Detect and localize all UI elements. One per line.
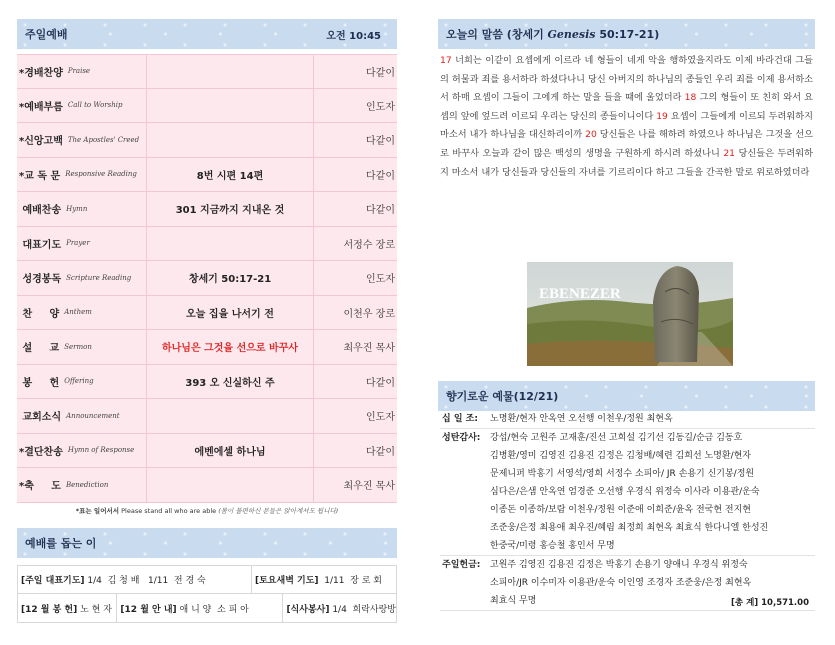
- order-item-leader: 인도자: [366, 274, 395, 286]
- order-row: [17, 261, 397, 296]
- offering-names: 김병환/영미 김영진 김용진 김정은 김청배/혜련 김희선 노명환/현자: [490, 451, 752, 461]
- order-item-name: [17, 227, 147, 261]
- order-item-english: Announcement: [66, 411, 120, 420]
- helper-label: [12 월 봉 헌]: [21, 604, 78, 615]
- verse-number: 18: [684, 92, 697, 104]
- offering-names: 조준웅/은정 최용애 최우진/혜림 최정희 최현옥 최효식 한다니엘 한성진: [490, 523, 769, 533]
- helper-usher: [117, 594, 283, 622]
- offering-names: 심다은/은샘 안옥연 엄경준 오선행 우경식 위정숙 이사라 이용관/운숙: [490, 487, 760, 497]
- helper-meal: [283, 594, 396, 622]
- order-row: [17, 123, 397, 158]
- order-row: [17, 227, 397, 262]
- order-row: [17, 434, 397, 469]
- verse-number: 21: [723, 147, 736, 159]
- helpers-table: [17, 565, 397, 623]
- order-item-leader: 다같이: [366, 170, 395, 182]
- order-row: [17, 158, 397, 193]
- order-item-korean: *신앙고백: [19, 136, 63, 148]
- order-item-name: [17, 468, 147, 502]
- order-item-english: Praise: [67, 67, 91, 76]
- helper-sunday-prayer: [18, 566, 252, 593]
- total-value: 10,571.00: [758, 598, 809, 608]
- order-item-name: [17, 399, 147, 433]
- standing-note: [17, 506, 397, 515]
- order-item-english: Hymn: [66, 204, 88, 213]
- order-item-english: Offering: [64, 377, 94, 386]
- order-item-name: [17, 330, 147, 364]
- order-item-content: [147, 468, 314, 502]
- offering-names: 소피아/JR 이수미자 이용관/운숙 이인영 조경자 조준웅/은정 최현옥: [490, 578, 752, 588]
- helpers-header: [17, 528, 397, 558]
- worship-header: [17, 19, 397, 49]
- order-item-korean: 예배찬송: [19, 205, 62, 217]
- helper-offering: [18, 594, 117, 622]
- offering-label: 주일헌금:: [442, 560, 481, 570]
- helper-label: [식사봉사]: [286, 604, 330, 615]
- offering-label: 성탄감사:: [442, 433, 481, 443]
- standing-note-italic: (몸이 불편하신 분들은 앉아계셔도 됩니다): [218, 507, 339, 515]
- verse-number: 19: [656, 110, 668, 122]
- offering-names: 고원주 김영진 김용진 김정은 박홍기 손용기 양애니 우경식 위정숙: [490, 560, 748, 570]
- order-item-english: The Apostles' Creed: [67, 135, 140, 144]
- helper-label: [토요새벽 기도]: [255, 576, 319, 586]
- order-item-english: Anthem: [64, 308, 92, 317]
- offering-total: [731, 596, 809, 608]
- order-item-content: [147, 399, 314, 433]
- order-item-leader: 다같이: [366, 136, 395, 148]
- offering-names: 문제니퍼 박홍기 서영석/영희 서정수 소피아/ JR 손용기 신기봉/정원: [490, 469, 755, 479]
- order-item-content: [147, 227, 314, 261]
- offering-names: 이종돈 이종하/보람 이천우/정원 이준애 이희준/윤옥 전국현 전지현: [490, 505, 752, 515]
- total-label: [총 계]: [731, 598, 759, 608]
- offering-row: [440, 429, 815, 556]
- order-row: [17, 89, 397, 124]
- order-item-leader: 다같이: [366, 377, 395, 389]
- order-row: [17, 192, 397, 227]
- order-item-leader: 최우진 목사: [343, 481, 395, 493]
- order-item-name: [17, 365, 147, 399]
- order-item-content: 창세기 50:17-21: [147, 261, 314, 295]
- helper-label: [12 월 안 내]: [120, 604, 177, 615]
- order-item-english: Sermon: [64, 342, 92, 351]
- order-item-name: [17, 434, 147, 468]
- worship-title: 주일예배: [25, 28, 68, 41]
- offering-names: 강섭/현숙 고원주 고재훈/진선 고희설 김기선 김동길/순금 김동호: [490, 433, 743, 443]
- offering-header: [438, 381, 815, 411]
- verse-text: 요셉이 그들에게 이르되 두려워하지 마소서 내가 하나님을 대신하리이까: [440, 110, 813, 141]
- order-item-english: Prayer: [66, 239, 90, 248]
- ebenezer-stone-picture: [527, 262, 733, 366]
- order-row: [17, 468, 397, 503]
- order-item-korean: 찬 양: [19, 308, 60, 320]
- order-row: [17, 296, 397, 331]
- order-item-leader: 이천우 장로: [343, 308, 395, 320]
- offering-list: [440, 410, 815, 611]
- order-item-english: Hymn of Response: [67, 446, 135, 455]
- helper-value: 1/4 김 청 배 1/11 전 경 숙: [84, 576, 206, 586]
- scripture-title: [446, 26, 659, 42]
- order-row: [17, 365, 397, 400]
- order-item-name: [17, 55, 147, 88]
- order-item-korean: *축 도: [19, 481, 61, 493]
- order-row: [17, 399, 397, 434]
- helpers-title: 예배를 돕는 이: [25, 537, 97, 550]
- verse-number: 20: [585, 129, 597, 141]
- offering-row: [440, 410, 815, 429]
- order-item-korean: 성경봉독: [19, 274, 62, 286]
- order-item-name: [17, 89, 147, 123]
- order-item-name: [17, 158, 147, 192]
- offering-names: 한중국/미령 홍승철 홍인서 무명: [490, 541, 615, 551]
- offering-title: 향기로운 예물(12/21): [446, 390, 559, 403]
- scripture-header: [438, 19, 815, 49]
- offering-names: 최효식 무명: [490, 596, 537, 606]
- helpers-row: [18, 566, 396, 594]
- scripture-text: [440, 52, 813, 182]
- order-item-english: Scripture Reading: [66, 273, 132, 282]
- order-row: [17, 330, 397, 365]
- order-item-name: [17, 296, 147, 330]
- offering-row: [440, 556, 815, 611]
- offering-names: 노명환/현자 안옥연 오선행 이천우/정원 최현옥: [490, 414, 673, 424]
- order-item-leader: 서정수 장로: [343, 239, 395, 251]
- order-item-english: Responsive Reading: [65, 170, 137, 179]
- order-item-content: 8번 시편 14편: [147, 158, 314, 192]
- ebenezer-image: [527, 262, 733, 366]
- order-item-korean: *경배찬양: [19, 67, 63, 79]
- order-item-english: Call to Worship: [67, 101, 123, 110]
- order-item-korean: *예배부름: [19, 101, 63, 113]
- verse-text: 당신들은 나를 해하려 하였으나 하나님은 그것을 선으로 바꾸사 오늘과 같이 많은 백성의 생명을 구원하게 하시려 하셨나니: [440, 129, 813, 159]
- order-item-korean: 봉 헌: [19, 377, 60, 389]
- scripture-title-suffix: 50:17-21): [595, 28, 660, 41]
- order-item-leader: 최우진 목사: [343, 343, 395, 355]
- order-item-content: [147, 89, 314, 123]
- standing-note-bold: *표는 일어서서: [75, 507, 120, 515]
- order-item-leader: 인도자: [366, 412, 395, 424]
- scripture-title-genesis: Genesis: [547, 28, 596, 41]
- order-item-leader: 인도자: [366, 101, 395, 113]
- order-item-content: 하나님은 그것을 선으로 바꾸사: [147, 330, 314, 364]
- helper-value: 노 현 자: [77, 604, 112, 615]
- order-item-content: [147, 123, 314, 157]
- order-item-korean: 대표기도: [19, 239, 62, 251]
- order-item-name: [17, 192, 147, 226]
- order-item-korean: 설 교: [19, 343, 60, 355]
- order-item-english: Benediction: [65, 480, 109, 489]
- helper-value: 1/4 희락사랑방: [329, 604, 396, 615]
- verse-text: 그의 형들이 또 친히 와서 요셉의 앞에 엎드려 이르되 우리는 당신의 종들이니이다: [440, 92, 813, 122]
- order-item-leader: 다같이: [366, 205, 395, 217]
- helper-value: 1/11 장 로 회: [318, 576, 382, 586]
- order-row: [17, 54, 397, 89]
- ebenezer-text: EBENEZER: [539, 286, 621, 302]
- offering-label: 십 일 조:: [442, 414, 478, 424]
- worship-time: 오전 10:45: [326, 31, 381, 42]
- order-of-worship: [17, 54, 397, 503]
- order-item-name: [17, 123, 147, 157]
- order-item-korean: *결단찬송: [19, 446, 63, 458]
- order-item-content: 오늘 집을 나서기 전: [147, 296, 314, 330]
- order-item-leader: 다같이: [366, 446, 395, 458]
- order-item-korean: *교 독 문: [19, 170, 61, 182]
- order-item-korean: 교회소식: [19, 412, 62, 424]
- scripture-title-prefix: 오늘의 말씀 (창세기: [446, 28, 548, 41]
- helper-dawn-prayer: [252, 566, 382, 593]
- order-item-name: [17, 261, 147, 295]
- helper-value: 애 니 양 소 피 아: [176, 604, 249, 615]
- order-item-content: 393 오 신실하신 주: [147, 365, 314, 399]
- order-item-content: [147, 55, 314, 88]
- verse-number: 17: [440, 55, 452, 66]
- verse-text: 당신들은 두려워하지 마소서 내가 당신들과 당신들의 자녀를 기르리이다 하고 그들을 간곡한 말로 위로하였더라: [440, 147, 813, 178]
- helpers-row: [18, 594, 396, 622]
- order-item-content: 301 지금까지 지내온 것: [147, 192, 314, 226]
- helper-label: [주일 대표기도]: [21, 576, 85, 586]
- verse-text: 너희는 이같이 요셉에게 이르라 네 형들이 네게 악을 행하였을지라도 이제 바라건대 그들의 허물과 죄를 용서하라 하셨다나니 당신 아버지의 하나님의 종들인 우리 죄를 이제 용서하소서 하매 요셉이 그들이 그에게 하는 말을 들을 때에 울었더라: [440, 55, 813, 104]
- order-item-leader: 다같이: [366, 67, 395, 79]
- standing-note-en: Please stand all who are able: [119, 507, 219, 515]
- order-item-content: 에벤에셀 하나님: [147, 434, 314, 468]
